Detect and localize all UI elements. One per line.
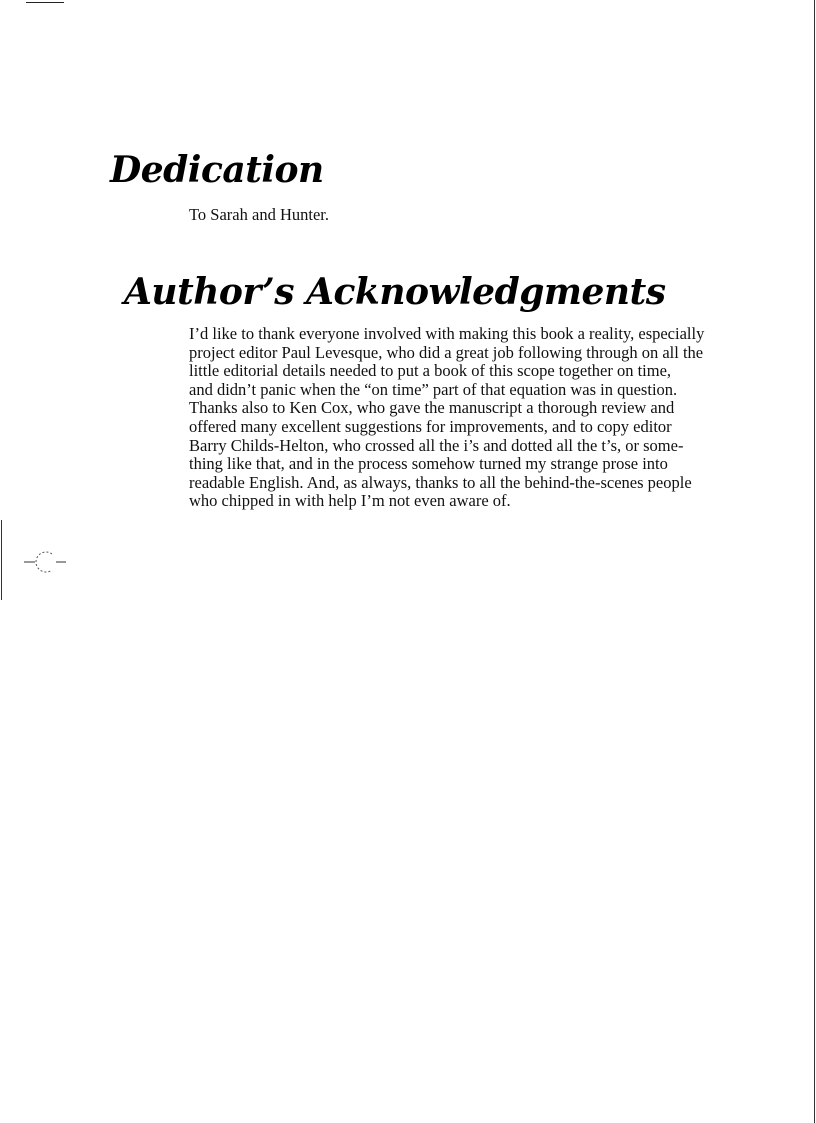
crop-mark-top — [26, 2, 64, 3]
crop-mark-left — [1, 520, 2, 600]
paragraph-line: offered many excellent suggestions for improvements, and to copy editor — [189, 416, 672, 436]
paragraph-line: readable English. And, as always, thanks to all the behind-the-scenes people — [189, 472, 692, 492]
paragraph-line: I’d like to thank everyone involved with making this book a reality, especially — [189, 324, 705, 343]
dedication-heading: Dedication — [110, 149, 324, 191]
crop-mark-right — [814, 0, 815, 1123]
acknowledgments-heading: Author’s Acknowledgments — [124, 271, 666, 313]
paragraph-line: Thanks also to Ken Cox, who gave the manuscript a thorough review and — [189, 398, 675, 418]
paragraph-line: thing like that, and in the process somehow turned my strange prose into — [189, 454, 668, 474]
acknowledgments-paragraph — [189, 325, 719, 511]
paragraph-line: project editor Paul Levesque, who did a great job following through on all the — [189, 342, 704, 362]
paragraph-line: and didn’t panic when the “on time” part of that equation was in question. — [189, 379, 678, 399]
registration-mark-icon — [24, 550, 66, 574]
dedication-text: To Sarah and Hunter. — [189, 205, 329, 224]
paragraph-line: little editorial details needed to put a book of this scope together on time, — [189, 361, 672, 381]
paragraph-line: who chipped in with help I’m not even aware of. — [189, 491, 511, 511]
paragraph-line: Barry Childs-Helton, who crossed all the i’s and dotted all the t’s, or some- — [189, 435, 684, 455]
